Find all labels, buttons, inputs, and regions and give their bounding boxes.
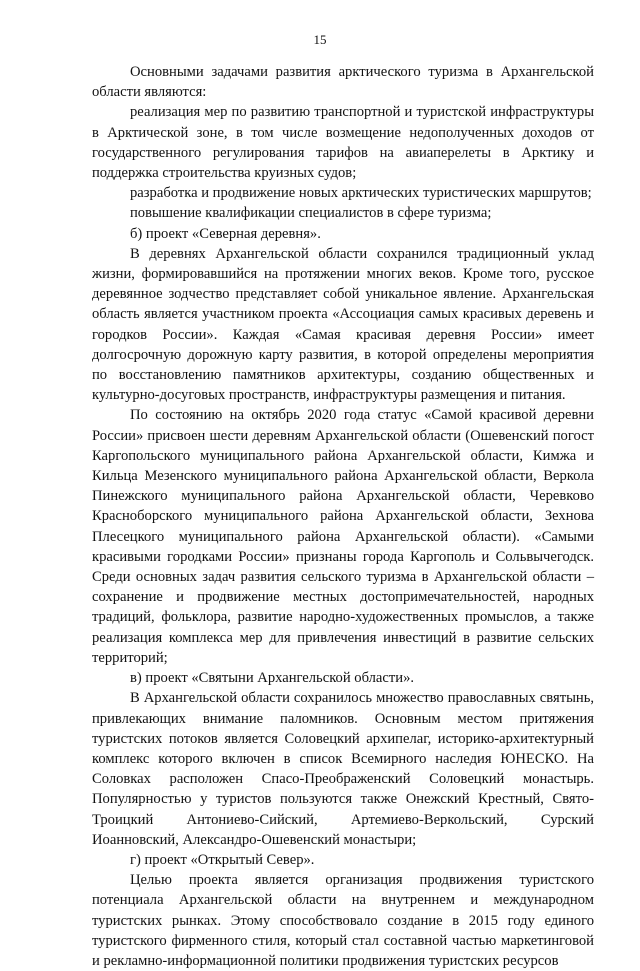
paragraph-arctic-routes: разработка и продвижение новых арктических туристических маршрутов; [130,185,592,202]
paragraph-qualification: повышение квалификации специалистов в сфере туризма; [130,205,492,222]
paragraph-open-north-description: Целью проекта является организация продвижения туристского потенциала Архангельской области на внутреннем и международном туристских рынках. Этому способствовало создание в 2015 году единого туристского фирменного стиля, который стал составной частью маркетинговой и рекламно-информационной политики продвижения туристских ресурсов [92,872,594,969]
paragraph-arctic-tasks-intro: Основными задачами развития арктического туризма в Архангельской области являются: [92,64,594,101]
document-body [92,62,594,971]
page-number: 15 [313,32,327,47]
paragraph-project-open-north: г) проект «Открытый Север». [130,851,315,868]
paragraph-shrines-description: В Архангельской области сохранилось множество православных святынь, привлекающих внимание паломников. Основным местом притяжения туристских потоков является Соловецкий архипелаг, историко-архитектурный комплекс которого включен в список Всемирного наследия ЮНЕСКО. На Соловках расположен Спасо-Преображенский Соловецкий монастырь. Популярностью у туристов пользуются также Онежский Крестный, Свято-Троицкий Антониево-Сийский, Артемиево-Веркольский, Сурский Иоанновский, Александро-Ошевенский монастыри; [92,690,594,848]
paragraph-transport-infrastructure: реализация мер по развитию транспортной и туристской инфраструктуры в Арктической зоне, в том числе возмещение недополученных доходов от государственного регулирования тарифов на авиаперелеты в Арктику и поддержка строительства круизных судов; [92,104,594,182]
paragraph-project-northern-village: б) проект «Северная деревня». [130,225,321,242]
paragraph-beautiful-villages-status: По состоянию на октябрь 2020 года статус «Самой красивой деревни России» присвоен шести деревням Архангельской области (Ошевенский погост Каргопольского муниципального района Архангельской области, Кимжа и Кильца Мезенского муниципального района Архангельской области, Веркола Пинежского муниципального района Архангельской области, Черевково Красноборского муниципального района Архангельской области, Зехнова Плесецкого муниципального района Архангельской области). «Самыми красивыми городками России» признаны города Каргополь и Сольвычегодск. Среди основных задач развития сельского туризма в Архангельской области – сохранение и продвижение местных достопримечательностей, народных традиций, фольклора, развитие народно-художественных промыслов, а также реализация комплекса мер для привлечения инвестиций в развитие сельских территорий; [92,407,594,666]
paragraph-project-shrines: в) проект «Святыни Архангельской области». [130,670,415,687]
paragraph-villages-description: В деревнях Архангельской области сохранился традиционный уклад жизни, формировавшийся на протяжении многих веков. Кроме того, русское деревянное зодчество представляет собой уникальное явление. Архангельская область является участником проекта «Ассоциация самых красивых деревень и городков России». Каждая «Самая красивая деревня России» имеет долгосрочную дорожную карту развития, в которой определены мероприятия по восстановлению памятников архитектуры, созданию общественных и культурно-досуговых пространств, инфраструктуры размещения и питания. [92,245,594,404]
